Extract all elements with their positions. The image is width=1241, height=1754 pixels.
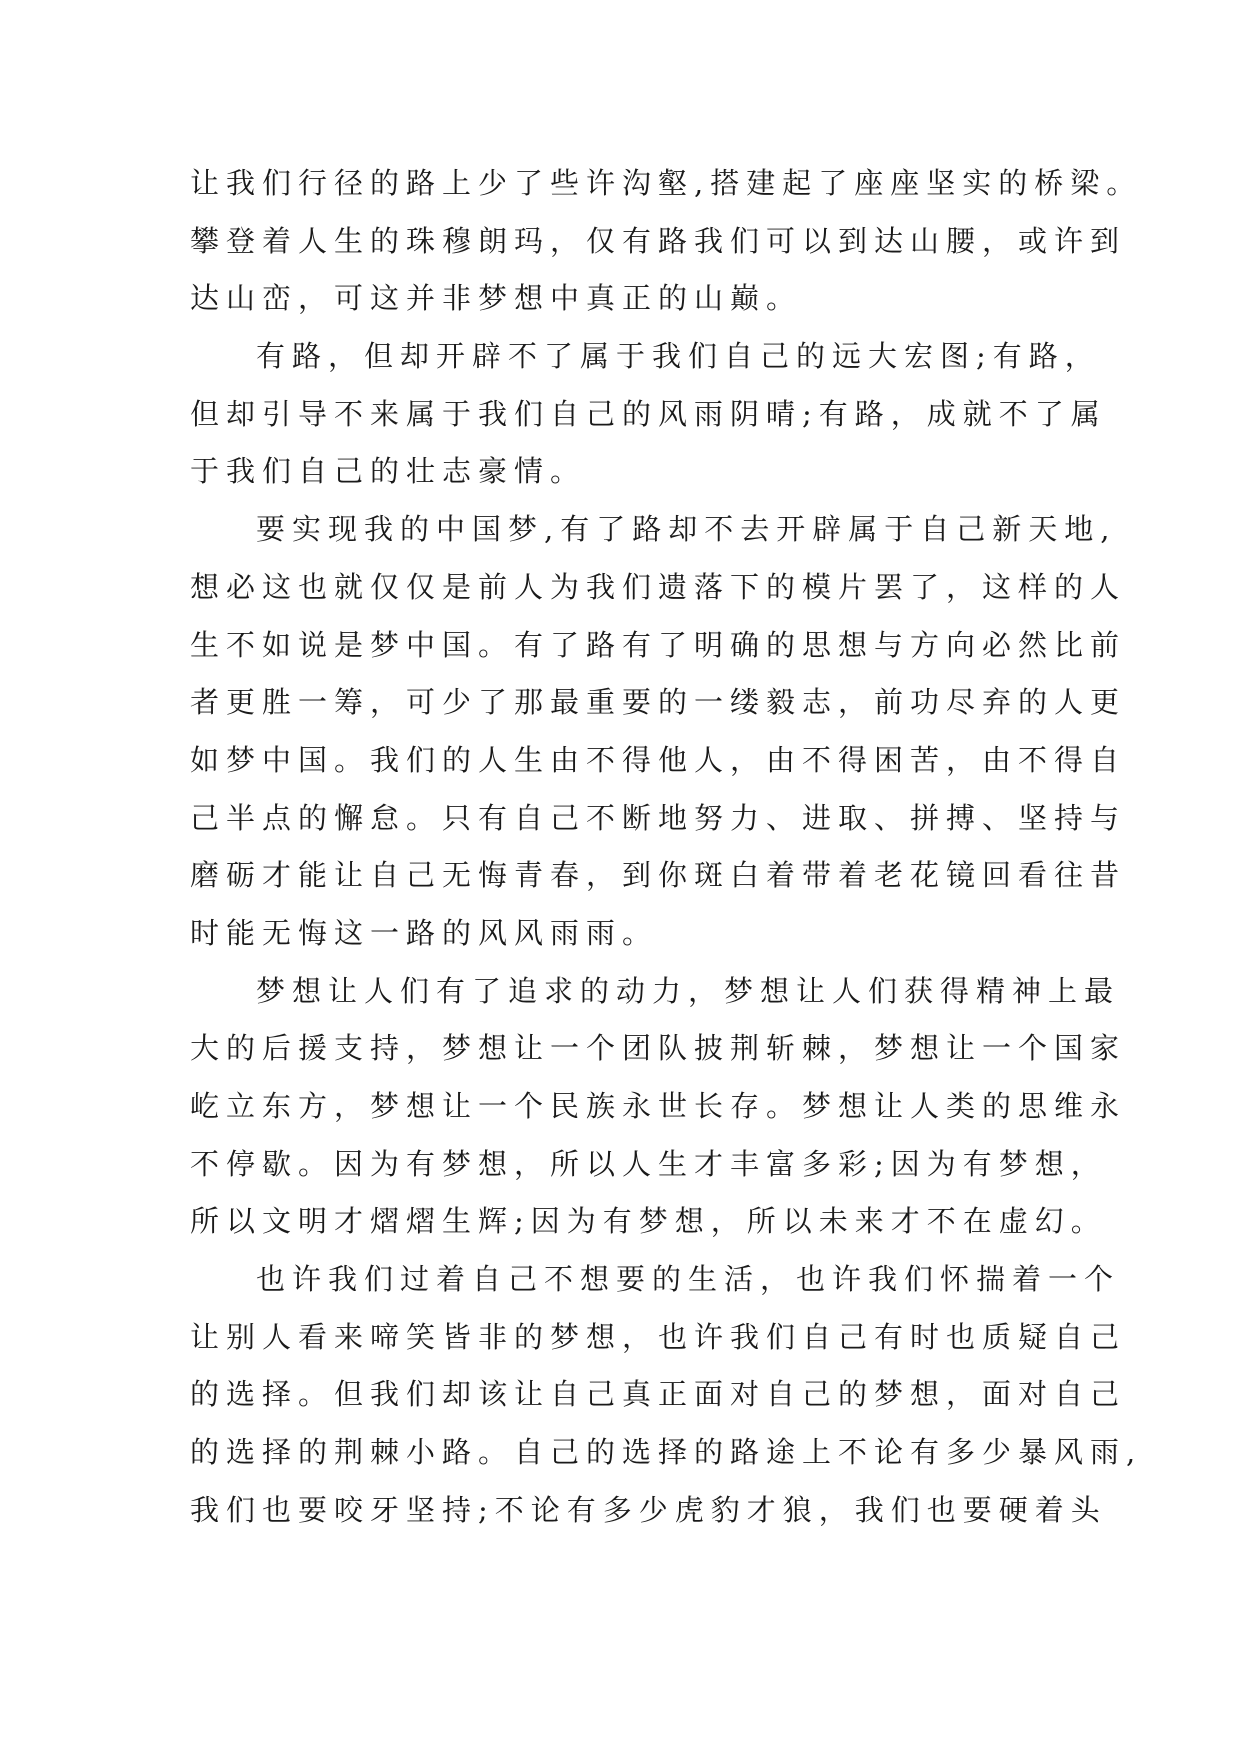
text-line-17: 屹立东方，梦想让一个民族永世长存。梦想让人类的思维永 [190, 1089, 1127, 1123]
text-line-8: 想必这也就仅仅是前人为我们遗落下的模片罢了，这样的人 [190, 569, 1127, 604]
text-line-10: 者更胜一筹，可少了那最重要的一缕毅志，前功尽弃的人更 [190, 685, 1127, 720]
text-line-15: 梦想让人们有了追求的动力，梦想让人们获得精神上最 [256, 973, 1121, 1008]
text-line-22: 的选择。但我们却该让自己真正面对自己的梦想，面对自己 [190, 1377, 1127, 1412]
text-line-6: 于我们自己的壮志豪情。 [190, 454, 587, 489]
text-line-16: 大的后援支持，梦想让一个团队披荆斩棘，梦想让一个国家 [190, 1031, 1127, 1066]
text-line-19: 所以文明才熠熠生辉;因为有梦想，所以未来才不在虚幻。 [190, 1204, 1107, 1239]
text-line-4: 有路，但却开辟不了属于我们自己的远大宏图;有路， [256, 339, 1101, 374]
text-line-12: 己半点的懈怠。只有自己不断地努力、进取、拼搏、坚持与 [190, 800, 1127, 835]
text-line-14: 时能无悔这一路的风风雨雨。 [190, 915, 659, 950]
body-text [190, 155, 1143, 1540]
text-line-13: 磨砺才能让自己无悔青春，到你斑白着带着老花镜回看往昔 [190, 858, 1127, 893]
text-line-5: 但却引导不来属于我们自己的风雨阴晴;有路，成就不了属 [190, 396, 1107, 431]
text-line-20: 也许我们过着自己不想要的生活，也许我们怀揣着一个 [256, 1262, 1121, 1297]
text-line-2: 攀登着人生的珠穆朗玛，仅有路我们可以到达山腰，或许到 [190, 223, 1127, 258]
text-line-24: 我们也要咬牙坚持;不论有多少虎豹才狼，我们也要硬着头 [190, 1492, 1107, 1527]
text-line-18: 不停歇。因为有梦想，所以人生才丰富多彩;因为有梦想， [190, 1146, 1107, 1181]
text-line-7: 要实现我的中国梦,有了路却不去开辟属于自己新天地, [256, 512, 1117, 547]
text-line-3: 达山峦，可这并非梦想中真正的山巅。 [190, 281, 803, 316]
text-line-11: 如梦中国。我们的人生由不得他人，由不得困苦，由不得自 [190, 742, 1127, 777]
text-line-23: 的选择的荆棘小路。自己的选择的路途上不论有多少暴风雨, [190, 1435, 1143, 1470]
text-line-9: 生不如说是梦中国。有了路有了明确的思想与方向必然比前 [190, 627, 1127, 662]
text-line-1: 让我们行径的路上少了些许沟壑,搭建起了座座坚实的桥梁。 [190, 166, 1143, 200]
text-line-21: 让别人看来啼笑皆非的梦想，也许我们自己有时也质疑自己 [190, 1319, 1127, 1354]
